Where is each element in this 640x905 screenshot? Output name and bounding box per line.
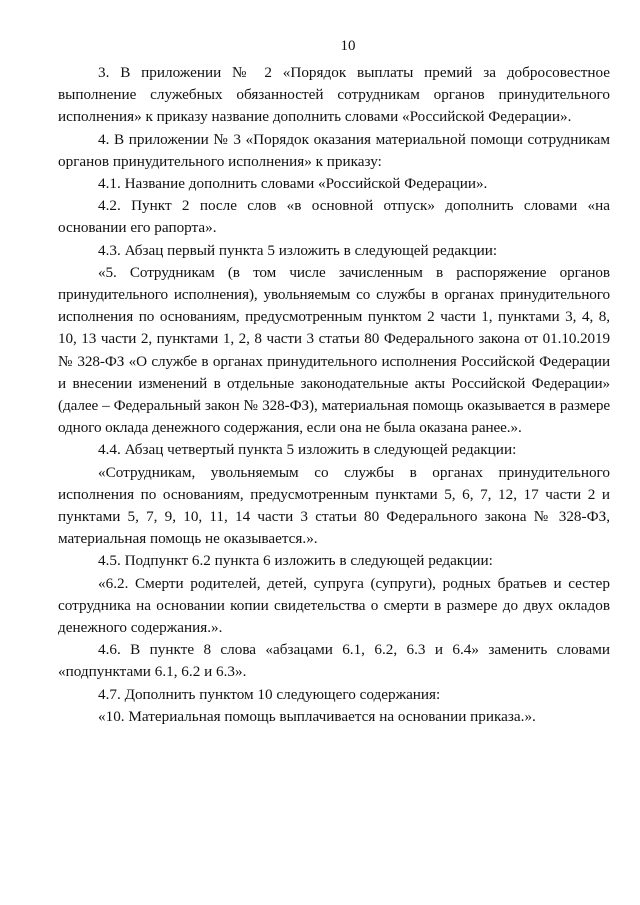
paragraph-4-2: 4.2. Пункт 2 после слов «в основной отпуск» дополнить словами «на основании его рапорта». <box>58 197 610 237</box>
paragraph-4-7-text: «10. Материальная помощь выплачивается на основании приказа.». <box>98 707 536 725</box>
paragraph-4-5-text: «6.2. Смерти родителей, детей, супруга (супруги), родных братьев и сестер сотрудника на основании копии свидетельства о смерти в размере до двух окладов денежного содержания.». <box>58 574 610 637</box>
paragraph-4-6: 4.6. В пункте 8 слова «абзацами 6.1, 6.2, 6.3 и 6.4» заменить словами «подпунктами 6.1, 6.2 и 6.3». <box>58 641 610 681</box>
paragraph-4-3: 4.3. Абзац первый пункта 5 изложить в следующей редакции: <box>98 241 498 259</box>
paragraph-4-1: 4.1. Название дополнить словами «Российской Федерации». <box>98 175 488 193</box>
paragraph-3: 3. В приложении № 2 «Порядок выплаты премий за добросовестное выполнение служебных обязанностей сотрудникам органов принудительного исполнения» к приказу название дополнить словами «Российской Федерации». <box>58 64 610 126</box>
paragraph-4-3-text: «5. Сотрудникам (в том числе зачисленным в распоряжение органов принудительного исполнения), увольняемым со службы в органах принудительного исполнения по основаниям, предусмотренным пунктом 2 части 1, пунктами 3, 4, 8, 10, 13 части 2, пунктами 1, 2, 8 части 3 статьи 80 Федерального закона от 01.10.2019 № 328-ФЗ «О службе в органах принудительного исполнения Российской Федерации и внесении изменений в отдельные законодательные акты Российской Федерации» (далее – Федеральный закон № 328-ФЗ), материальная помощь оказывается в размере одного оклада денежного содержания, если она не была оказана ранее.». <box>58 263 610 437</box>
paragraph-4-4: 4.4. Абзац четвертый пункта 5 изложить в следующей редакции: <box>98 441 517 459</box>
paragraph-4-7: 4.7. Дополнить пунктом 10 следующего содержания: <box>98 685 441 703</box>
paragraph-4: 4. В приложении № 3 «Порядок оказания материальной помощи сотрудникам органов принудительного исполнения» к приказу: <box>58 130 610 170</box>
page-number: 10 <box>340 38 356 54</box>
paragraph-4-5: 4.5. Подпункт 6.2 пункта 6 изложить в следующей редакции: <box>98 552 493 570</box>
paragraph-4-4-text: «Сотрудникам, увольняемым со службы в органах принудительного исполнения по основаниям, предусмотренным пунктами 5, 6, 7, 12, 17 части 2 и пунктами 5, 7, 9, 10, 11, 14 части 3 статьи 80 Федерального закона № 328-ФЗ, материальная помощь не оказывается.». <box>58 463 610 548</box>
